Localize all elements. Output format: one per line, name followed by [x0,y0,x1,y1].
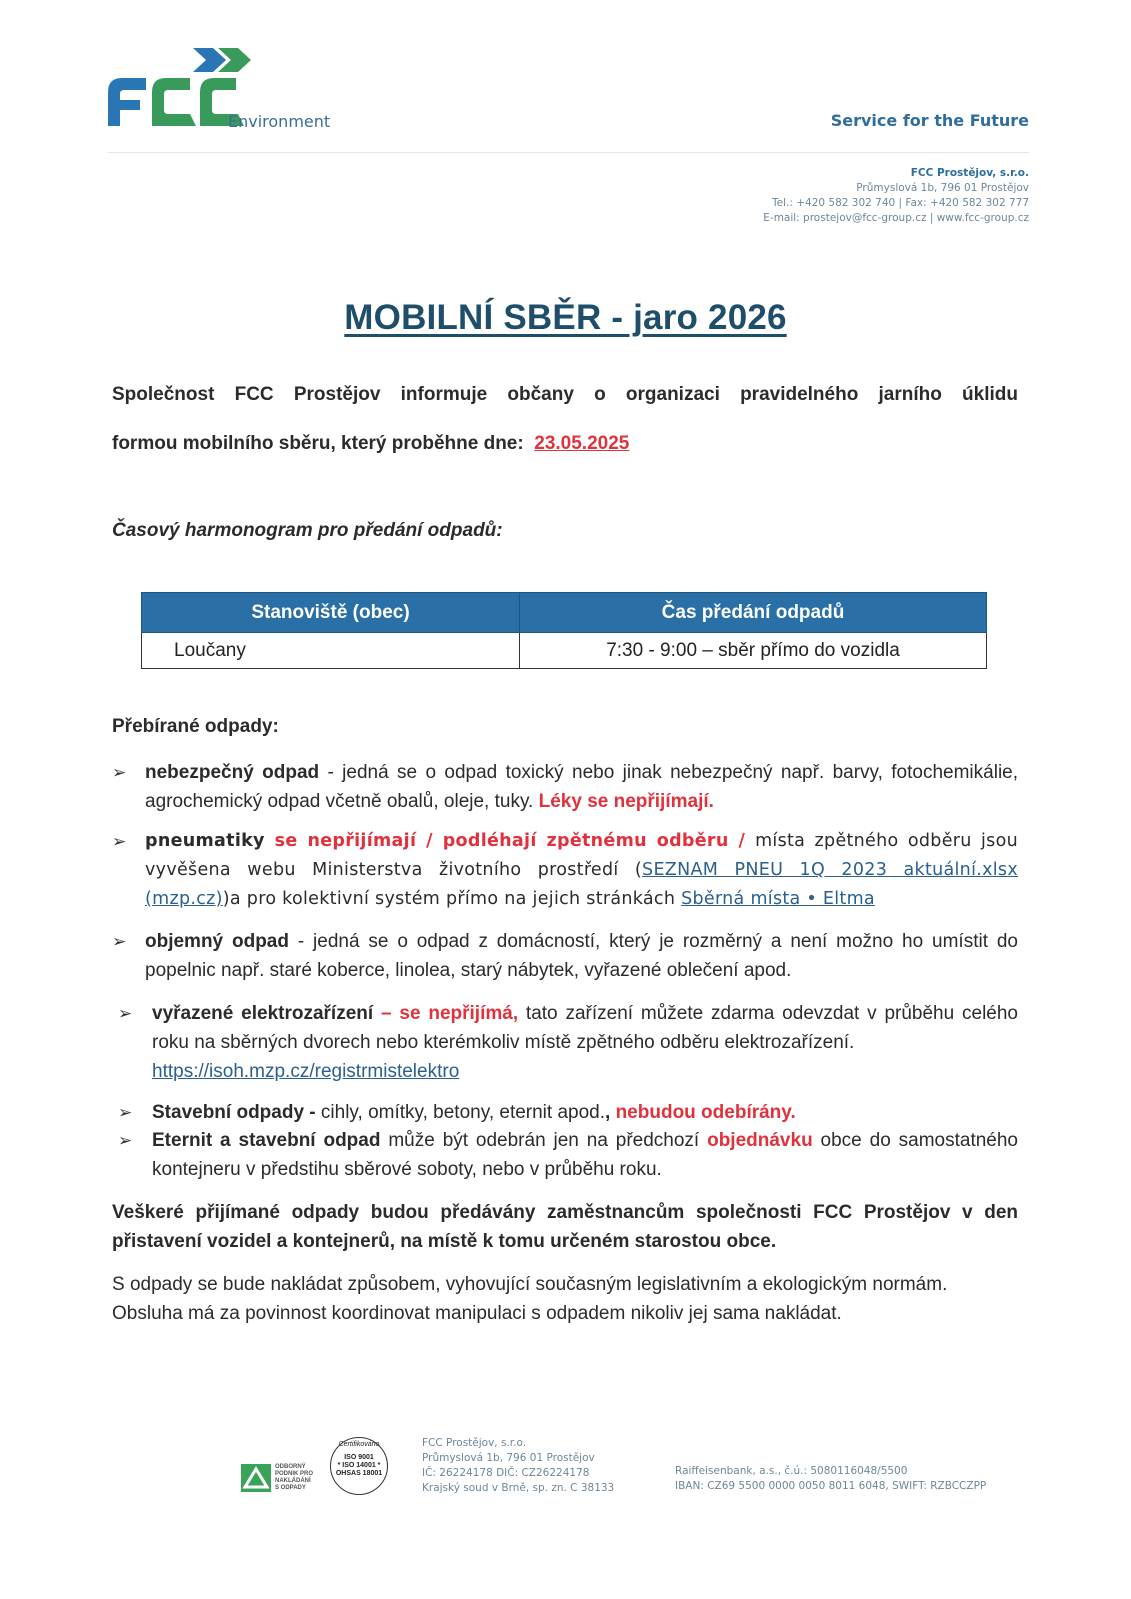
waste-company-badge-icon [241,1464,271,1492]
item-text: )a pro kolektivní systém přímo na jejich stránkách [222,889,682,909]
iso-certification-stamp-icon [330,1437,388,1495]
badge-line: S ODPADY [275,1485,306,1491]
item-warning: objednávku [707,1130,813,1151]
list-item-bulky [112,927,1018,985]
intro-word: jarního [878,384,942,405]
intro-word: organizaci [625,384,720,405]
tagline: Service for the Future [830,111,1029,130]
arrow-bullet-icon: ➢ [112,763,127,782]
iso-line: * ISO 14001 * [337,1462,381,1469]
list-item-electronics [112,999,1018,1086]
intro-word: Prostějov [293,384,381,405]
collection-date: 23.05.2025 [534,433,630,454]
footer-iban: IBAN: CZ69 5500 0000 0050 8011 6048, SWIFT: RZBCCZPP [675,1480,987,1492]
intro-word: pravidelného [740,384,859,405]
intro-word: informuje [400,384,488,405]
item-title: vyřazené elektrozařízení [152,1003,374,1024]
closing-bold-paragraph: Veškeré přijímané odpady budou předávány zaměstnancům společnosti FCC Prostějov v den přistavení vozidel a kontejnerů, na místě k tomu určeném starostou obce. [112,1202,1018,1252]
footer-bank-account: Raiffeisenbank, a.s., č.ú.: 5080116048/5500 [675,1465,908,1477]
footer-bank [675,1464,986,1494]
item-text: místa zpětného odběru jsou vyvěšena webu Ministerstva životního prostředí ( [145,831,1018,880]
closing-paragraph: S odpady se bude nakládat způsobem, vyhovující současným legislativním a ekologickým normám. Obsluha má za povinnost koordinovat manipulaci s odpadem nikoliv jej sama nakládat. [112,1274,948,1324]
intro-line-2 [112,433,1018,455]
iso-arc-text: Certifikováno [338,1441,380,1448]
accepted-heading: Přebírané odpady: [112,716,279,737]
item-text: - jedná se o odpad toxický nebo jinak nebezpečný např. barvy, fotochemikálie, agrochemický odpad včetně obalů, oleje, tuky. [145,762,1019,812]
item-title: Eternit a stavební odpad [152,1130,381,1151]
item-title: objemný odpad [145,931,289,952]
footer-address [422,1436,614,1496]
list-item-tires [112,827,1018,914]
cell-time: 7:30 - 9:00 – sběr přímo do vozidla [520,633,987,669]
table-row [142,633,987,669]
footer-street: Průmyslová 1b, 796 01 Prostějov [422,1452,595,1464]
footer-company: FCC Prostějov, s.r.o. [422,1437,527,1449]
item-punct: , [605,1102,616,1123]
contact-block [763,166,1029,226]
contact-email-web: E-mail: prostejov@fcc-group.cz | www.fcc-group.cz [763,212,1029,224]
intro-word: Společnost [112,384,215,405]
item-text: - jedná se o odpad z domácností, který je rozměrný a není možno ho umístit do popelnic např. staré koberce, linolea, starý nábytek, vyřazené oblečení apod. [145,931,1018,981]
intro-word: FCC [234,384,274,405]
footer-court: Krajský soud v Brně, sp. zn. C 38133 [422,1482,615,1494]
table-header-row [142,593,987,633]
contact-address: Průmyslová 1b, 796 01 Prostějov [856,182,1029,194]
page-title: MOBILNÍ SBĚR - jaro 2026 [344,298,787,337]
badge-line: PODNIK PRO [275,1471,314,1477]
intro-line-1 [112,384,1018,406]
item-text: tato zařízení můžete zdarma odevzdat v průběhu celého roku na sběrných dvorech nebo kterémkoliv místě zpětného odběru elektrozařízení. [152,1003,1018,1053]
schedule-table [141,592,987,669]
list-item-construction [112,1098,1018,1127]
header-divider [108,152,1029,153]
item-title: nebezpečný odpad [145,762,320,783]
arrow-bullet-icon: ➢ [118,1131,133,1150]
contact-company: FCC Prostějov, s.r.o. [910,167,1029,179]
badge-line: NAKLÁDÁNÍ [275,1478,311,1484]
page-title-container [0,298,1131,338]
arrow-bullet-icon: ➢ [112,932,127,951]
eltma-link[interactable]: Sběrná místa • Eltma [681,889,875,909]
iso-line: ISO 9001 [344,1454,374,1461]
tire-list-link[interactable]: SEZNAM PNEU 1Q 2023 aktuální.xlsx (mzp.cz) [145,860,1018,909]
contact-phone-fax: Tel.: +420 582 302 740 | Fax: +420 582 302 777 [772,197,1029,209]
item-warning: – se nepřijímá, [373,1003,519,1024]
cell-place: Loučany [142,633,520,669]
column-header-place: Stanoviště (obec) [142,593,520,633]
item-title: pneumatiky [145,831,265,851]
item-title: Stavební odpady - [152,1102,321,1123]
item-text: obce do samostatného kontejneru v předstihu sběrové soboty, nebo v průběhu roku. [152,1130,1018,1180]
arrow-bullet-icon: ➢ [118,1004,133,1023]
intro-text: formou mobilního sběru, který proběhne dne: [112,433,524,454]
footer-ids: IČ: 26224178 DIČ: CZ26224178 [422,1467,590,1479]
column-header-time: Čas předání odpadů [520,593,987,633]
intro-word: občany [507,384,574,405]
iso-line: OHSAS 18001 [335,1470,383,1477]
logo-subtitle: Environment [228,112,331,131]
item-text: může být odebrán jen na předchozí [380,1130,708,1151]
arrow-bullet-icon: ➢ [118,1103,133,1122]
list-item-eternit [112,1126,1018,1184]
item-warning: nebudou odebírány. [615,1102,796,1123]
badge-line: ODBORNÝ [275,1464,306,1470]
item-warning: se nepřijímají / podléhají zpětnému odběru / [264,831,756,851]
item-text: cihly, omítky, betony, eternit apod. [320,1102,606,1123]
list-item-hazardous [112,758,1018,816]
item-warning: Léky se nepřijímají. [538,791,714,812]
registry-link[interactable]: https://isoh.mzp.cz/registrmistelektro [152,1061,460,1082]
intro-word: úklidu [962,384,1018,405]
badge-text [275,1464,313,1492]
intro-word: o [594,384,606,405]
schedule-heading: Časový harmonogram pro předání odpadů: [112,520,503,541]
arrow-bullet-icon: ➢ [112,832,127,851]
